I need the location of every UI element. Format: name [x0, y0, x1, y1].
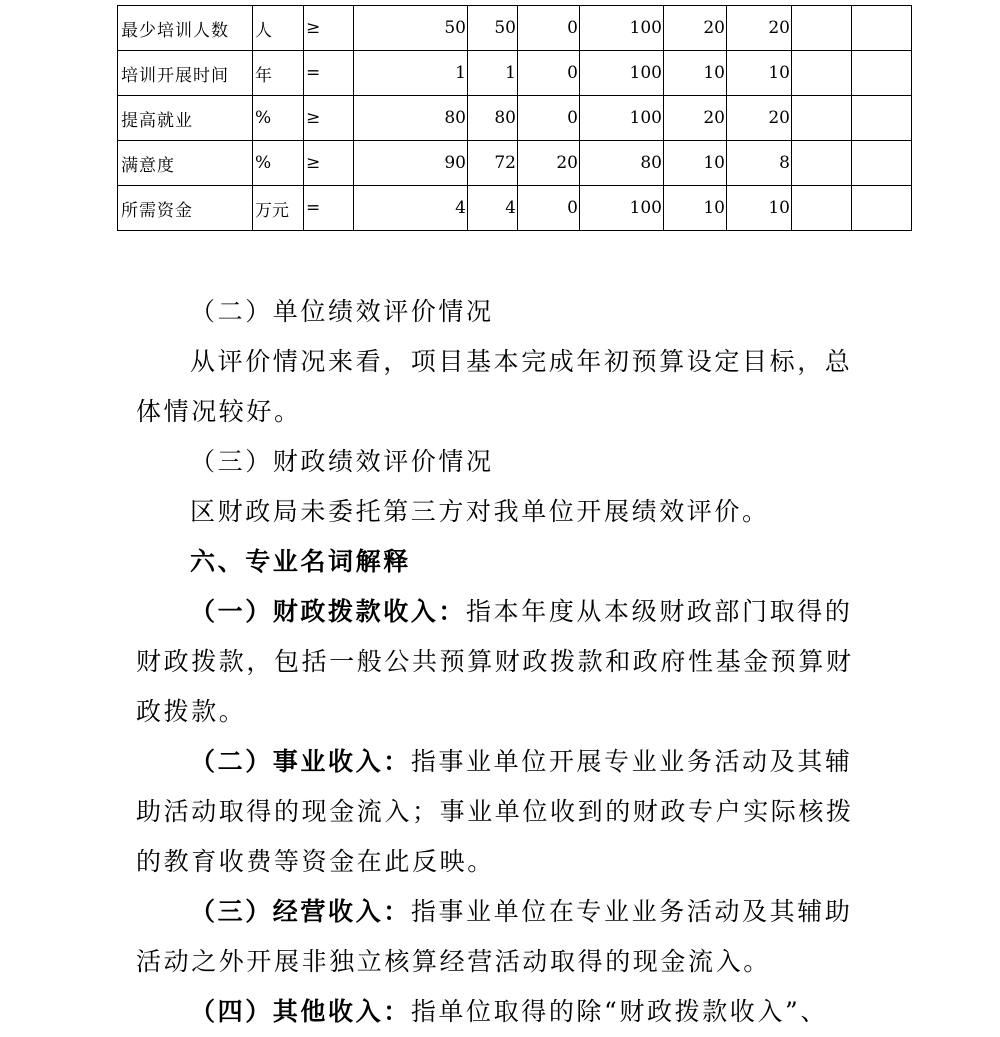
indicator-name-cell: 提高就业 — [118, 96, 253, 141]
operator-cell: = — [304, 186, 354, 231]
value-cell: 20 — [727, 96, 792, 141]
value-cell: 10 — [664, 51, 727, 96]
indicator-name-cell: 所需资金 — [118, 186, 253, 231]
empty-cell — [792, 186, 852, 231]
table-row — [118, 6, 912, 51]
empty-cell — [852, 6, 912, 51]
value-cell: 100 — [580, 96, 664, 141]
value-cell: 100 — [580, 186, 664, 231]
table-row — [118, 186, 912, 231]
value-cell: 20 — [518, 141, 580, 186]
value-cell: 1 — [468, 51, 518, 96]
value-cell: 80 — [354, 96, 468, 141]
table-row — [118, 51, 912, 96]
unit-cell: % — [253, 141, 304, 186]
section-heading-unit-evaluation: （二）单位绩效评价情况 — [190, 297, 494, 326]
indicator-name-cell: 最少培训人数 — [118, 6, 253, 51]
empty-cell — [852, 51, 912, 96]
value-cell: 90 — [354, 141, 468, 186]
value-cell: 20 — [664, 6, 727, 51]
glossary-term: （一）财政拨款收入： — [190, 597, 467, 626]
table-row — [118, 141, 912, 186]
unit-cell: % — [253, 96, 304, 141]
value-cell: 50 — [354, 6, 468, 51]
value-cell: 20 — [727, 6, 792, 51]
empty-cell — [852, 96, 912, 141]
glossary-definition: 指事业单位开展专业业务活动及其辅助活动取得的现金流入；事业单位收到的财政专户实际核拨的教育收费等资金在此反映。 — [136, 747, 854, 876]
empty-cell — [852, 141, 912, 186]
empty-cell — [792, 6, 852, 51]
value-cell: 0 — [518, 51, 580, 96]
glossary-item — [136, 887, 876, 987]
value-cell: 0 — [518, 6, 580, 51]
operator-cell: ≥ — [304, 6, 354, 51]
document-body — [136, 287, 876, 1037]
empty-cell — [792, 51, 852, 96]
indicator-name-cell: 培训开展时间 — [118, 51, 253, 96]
value-cell: 1 — [354, 51, 468, 96]
value-cell: 100 — [580, 51, 664, 96]
glossary-item — [136, 587, 876, 737]
glossary-term: （四）其他收入： — [190, 997, 411, 1026]
glossary-item — [136, 987, 876, 1037]
section-heading-glossary: 六、专业名词解释 — [190, 547, 411, 576]
operator-cell: ≥ — [304, 96, 354, 141]
finance-evaluation-text: 区财政局未委托第三方对我单位开展绩效评价。 — [190, 497, 770, 526]
unit-cell: 人 — [253, 6, 304, 51]
value-cell: 0 — [518, 96, 580, 141]
glossary-term: （三）经营收入： — [190, 897, 411, 926]
value-cell: 10 — [727, 186, 792, 231]
value-cell: 50 — [468, 6, 518, 51]
unit-evaluation-text: 从评价情况来看，项目基本完成年初预算设定目标，总体情况较好。 — [136, 347, 853, 426]
unit-cell: 万元 — [253, 186, 304, 231]
glossary-definition: 指事业单位在专业业务活动及其辅助活动之外开展非独立核算经营活动取得的现金流入。 — [136, 897, 853, 976]
value-cell: 10 — [664, 186, 727, 231]
unit-cell: 年 — [253, 51, 304, 96]
empty-cell — [792, 141, 852, 186]
glossary-term: （二）事业收入： — [190, 747, 411, 776]
operator-cell: ≥ — [304, 141, 354, 186]
value-cell: 80 — [580, 141, 664, 186]
value-cell: 4 — [354, 186, 468, 231]
value-cell: 4 — [468, 186, 518, 231]
section-heading-finance-evaluation: （三）财政绩效评价情况 — [190, 447, 494, 476]
performance-indicator-table — [117, 5, 912, 231]
empty-cell — [792, 96, 852, 141]
operator-cell: = — [304, 51, 354, 96]
glossary-definition: 指本年度从本级财政部门取得的财政拨款，包括一般公共预算财政拨款和政府性基金预算财政拨款。 — [136, 597, 854, 726]
table-row — [118, 96, 912, 141]
value-cell: 8 — [727, 141, 792, 186]
value-cell: 100 — [580, 6, 664, 51]
value-cell: 20 — [664, 96, 727, 141]
empty-cell — [852, 186, 912, 231]
value-cell: 72 — [468, 141, 518, 186]
value-cell: 0 — [518, 186, 580, 231]
indicator-name-cell: 满意度 — [118, 141, 253, 186]
value-cell: 80 — [468, 96, 518, 141]
value-cell: 10 — [727, 51, 792, 96]
glossary-definition: 指单位取得的除“财政拨款收入”、 — [410, 997, 828, 1026]
glossary-item — [136, 737, 876, 887]
value-cell: 10 — [664, 141, 727, 186]
